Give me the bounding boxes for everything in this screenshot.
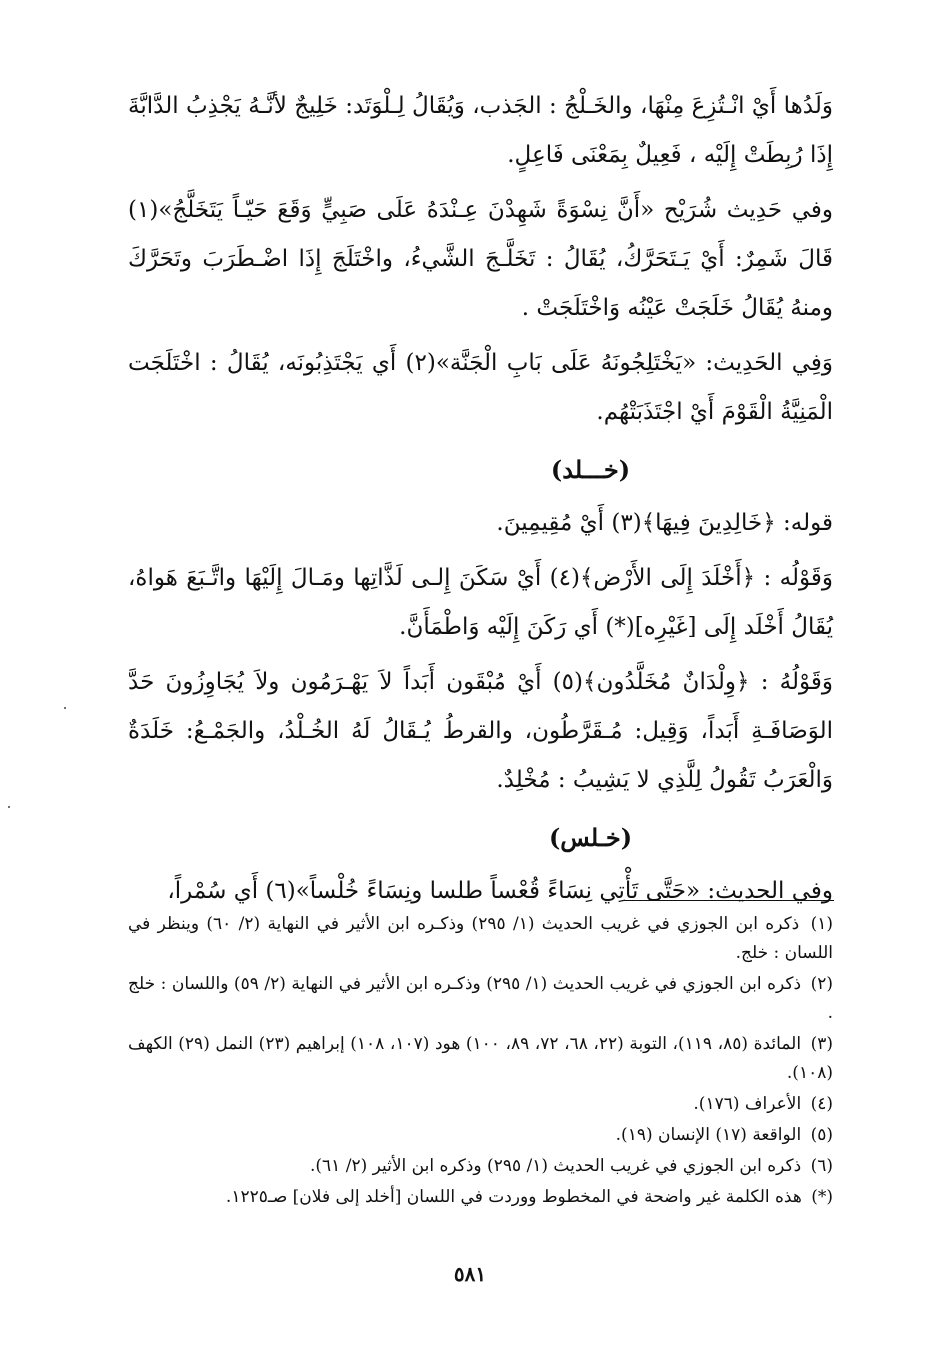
page-number: ٥٨١ (453, 1262, 487, 1286)
paragraph-jannah-hadith: وَفِي الحَدِيث: «يَخْتَلِجُونَهُ عَلَى بَابِ الْجَنَّة»(٢) أَي يَجْتَذِبُونَه، يُقَالُ : اخْتَلَجَت الْمَنِيَّةُ الْقَوْمَ أَيْ اجْتَذَبَتْهُم. (128, 350, 834, 425)
footnote (128, 1121, 833, 1150)
footnote (128, 1030, 833, 1088)
footnote (128, 1152, 833, 1181)
paragraph-wildan: وَقَوْلُهُ : ﴿وِلْدَانٌ مُخَلَّدُون﴾(٥) أَيْ مُبْقَون أَبَداً لاَ يَهْـرَمُون ولاَ يُجَاوِزُونَ حَدَّ الوَصَافَـةِ أَبَداً، وَقِيل: مُـقَرَّطُون، والقرطُ يُـقَالُ لَهُ الخُـلْدُ، والجَمْـعُ: خَلَدَةٌ وَالْعَرَبُ تَقُولُ لِلَّذِي لا يَشِيبُ : مُخْلِدٌ. (128, 669, 834, 793)
footnote-text: هذه الكلمة غير واضحة في المخطوط ووردت في اللسان [أخلد إلى فلان] صـ١٢٢٥. (225, 1187, 802, 1207)
footnote-text: ذكره ابن الجوزي في غريب الحديث (١/ ٢٩٥) وذكـره ابن الأثير في النهاية (٢/ ٦٠) وينظر في اللسان : خلج. (128, 914, 833, 963)
main-text (128, 82, 833, 916)
footnote (128, 910, 833, 968)
paragraph-khalidin: قوله: ﴿خَالِدِينَ فِيهَا﴾(٣) أَيْ مُقِيمِينَ. (496, 510, 833, 536)
footnote-text: الأعراف (١٧٦). (693, 1094, 802, 1114)
footnote-divider (622, 900, 834, 901)
footnote-number: (٢) (810, 974, 833, 994)
footnote-text: ذكره ابن الجوزي في غريب الحديث (١/ ٢٩٥) وذكره ابن الأثير (٢/ ٦١). (309, 1156, 802, 1176)
footnote-text: ذكره ابن الجوزي في غريب الحديث (١/ ٢٩٥) وذكـره ابن الأثير في النهاية (٢/ ٥٩) واللسان : خلج . (128, 974, 833, 1023)
footnote-number: (١) (810, 914, 834, 934)
footnote (128, 1183, 833, 1212)
footnote-number: (٦) (810, 1156, 833, 1176)
paragraph-khalaj-definition: وَلَدُها أَيْ انْـتُزِعَ مِنْهَا، والخَـلْجُ : الجَذب، وَيُقَالُ لِـلْوَتَد: خَلِيجٌ لأنَّـهُ يَجْذِبُ الدَّابَّةَ إِذَا رُبِطَتْ إِلَيْه ، فَعِيلٌ بِمَعْنَى فَاعِلٍ. (128, 93, 833, 168)
footnote-number: (٣) (810, 1034, 834, 1054)
paragraph-akhlada: وَقَوْلُه : ﴿أَخْلَدَ إِلَى الأَرْض﴾(٤) أَيْ سَكَنَ إِلـى لَذَّاتِها ومَـالَ إِلَيْهَا واتَّـبَعَ هَواهُ، يُقَالُ أَخْلَد إِلَى [غَيْرِه](*) أَي رَكَنَ إِلَيْه وَاطْمَأَنَّ. (128, 565, 833, 640)
paragraph-khals-hadith: وفي الحديث: «حَتَّى تَأْتِي نِسَاءً قُعْساً طلسا ونِسَاءً خُلْساً»(٦) أَي سُمْراً، (167, 878, 833, 904)
section-heading-khald: (خـــلد) (550, 455, 631, 484)
paragraph-shurayh-hadith: وفي حَدِيث شُرَيْح «أَنَّ نِسْوَةً شَهِدْنَ عِـنْدَهُ عَلَى صَبِيٍّ وَقَعَ حَيّـاً يَتَخَلَّجُ»(١) قَالَ شَمِرٌ: أَيْ يَـتَحَرَّكُ، يُقَالُ : تَخَلَّـجَ الشَّيءُ، واخْتَلَجَ إِذَا اضْـطَرَبَ وتَحَرَّكَ ومنهُ يُقَالُ خَلَجَتْ عَيْنُه وَاخْتَلَجَتْ . (128, 197, 833, 321)
section-heading-khals: (خـلس) (548, 823, 633, 852)
footnote-text: المائدة (٨٥، ١١٩)، التوبة (٢٢، ٦٨، ٧٢، ٨٩، ١٠٠) هود (١٠٧، ١٠٨) إبراهيم (٢٣) النمل (٢٩) الكهف (١٠٨). (128, 1034, 833, 1083)
footnote-number: (٥) (810, 1125, 833, 1145)
footnote-number: (٤) (810, 1094, 833, 1114)
footnote (128, 1090, 833, 1119)
footnote-text: الواقعة (١٧) الإنسان (١٩). (615, 1125, 802, 1145)
scan-speck (64, 707, 66, 709)
footnotes (128, 910, 833, 1214)
footnote-number: (*) (811, 1187, 833, 1207)
footnote (128, 970, 833, 1028)
scan-speck (8, 806, 10, 808)
